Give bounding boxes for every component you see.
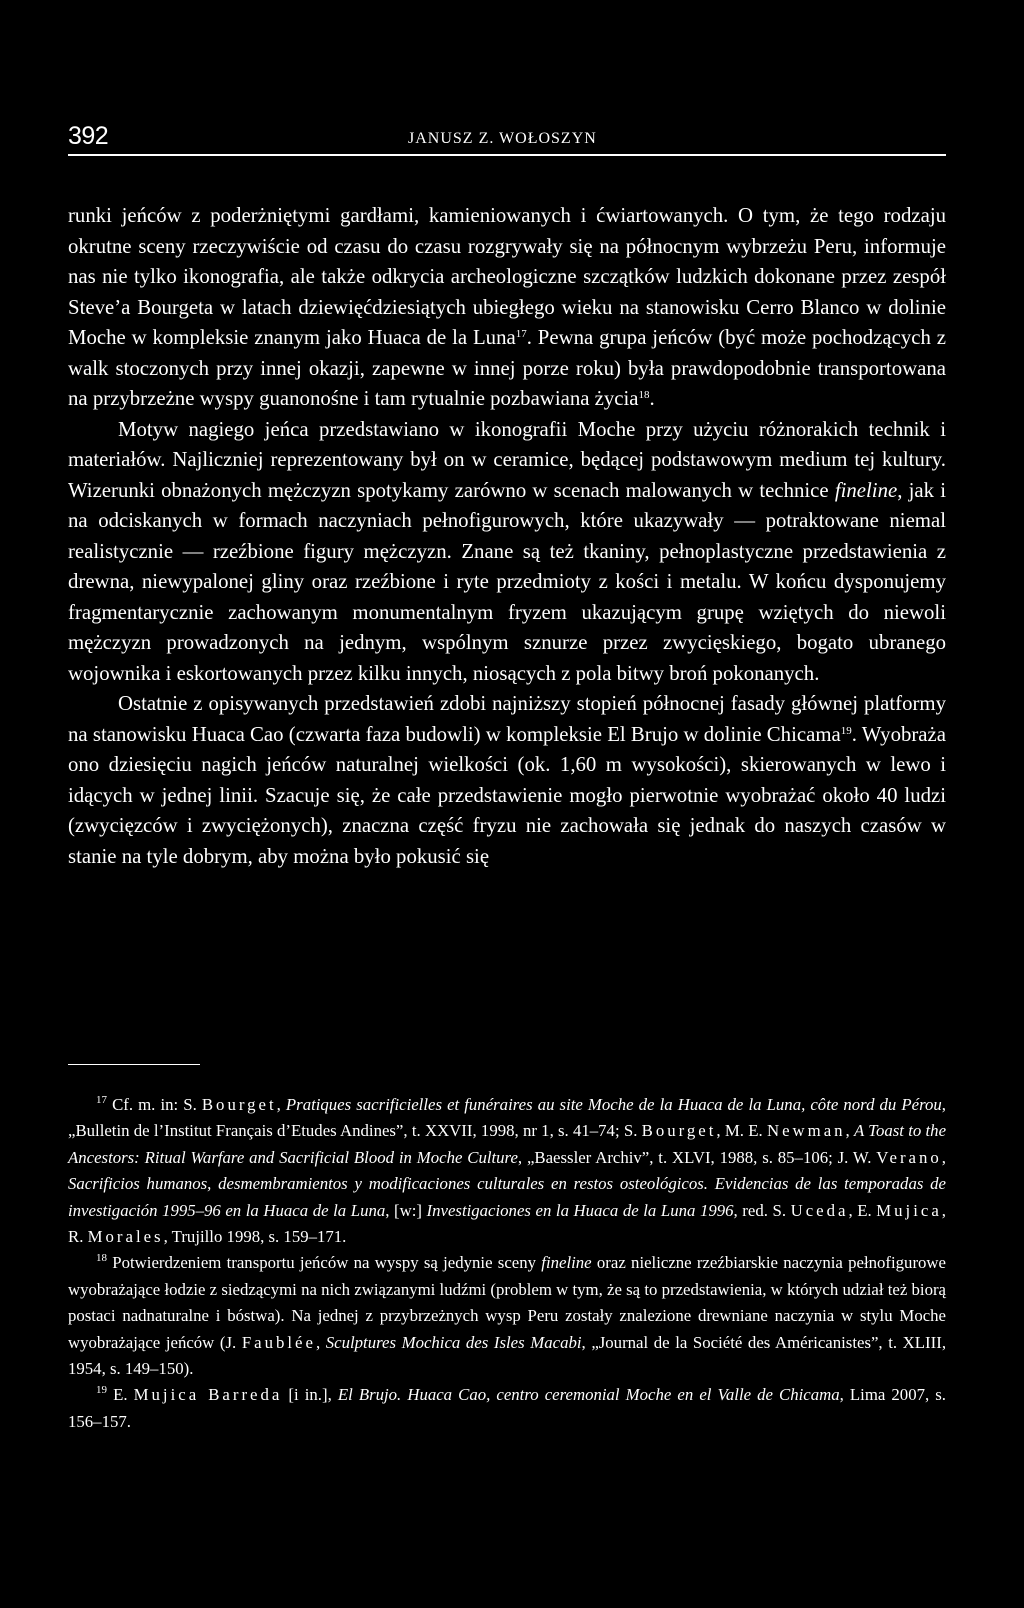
paragraph-3: Ostatnie z opisywanych przedstawień zdobi najniższy stopień północnej fasady głównej platformy na stanowisku Huaca Cao (czwarta faza budowli) w kompleksie El Brujo w dolinie Chicama$^{19}$. Wyobraża ono dziesięciu nagich jeńców naturalnej wielkości (ok. 1,60 m wysokości), skierowanych w lewo i idących w jednej linii. Szacuje się, że całe przedstawienie mogło pierwotnie wyobrażać około 40 ludzi (zwycięzców i zwyciężonych), znaczna część fryzu nie zachowała się jednak do naszych czasów w stanie na tyle dobrym, aby można było pokusić się — [68, 692, 946, 868]
paragraph-2: Motyw nagiego jeńca przedstawiano w ikonografii Moche przy użyciu różnorakich technik i materiałów. Najliczniej reprezentowany był on w ceramice, będącej podstawowym medium tej kultury. Wizerunki obnażonych mężczyzn spotykamy zarówno w scenach malowanych w technice fineline, jak i na odciskanych w formach naczyniach pełnofigurowych, które ukazywały — potraktowane niemal realistycznie — rzeźbione figury mężczyzn. Znane są też tkaniny, pełnoplastyczne przedstawienia z drewna, niewypalonej gliny oraz rzeźbione i ryte przedmioty z kości i metalu. W końcu dysponujemy fragmentarycznie zachowanym monumentalnym fryzem ukazującym grupę wziętych do niewoli mężczyzn prowadzonych na jednym, wspólnym sznurze przez zwycięskiego, bogato ubranego wojownika i eskortowanych przez kilku innych, niosących z pola bitwy broń pokonanych. — [68, 417, 946, 685]
footnote-ref-19[interactable]: 19 — [840, 724, 852, 737]
footnote-ref-18[interactable]: 18 — [638, 389, 650, 401]
footnote-19: $^{19}$ E. Mujica Barreda [i in.], El Brujo. Huaca Cao, centro ceremonial Moche en el Valle de Chicama, Lima 2007, s. 156–157. — [68, 1384, 946, 1431]
page-number: 392 — [68, 122, 109, 150]
footnote-ref-17[interactable]: 17 — [515, 328, 527, 340]
paragraph-1: runki jeńców z poderżniętymi gardłami, kamieniowanych i ćwiartowanych. O tym, że tego rodzaju okrutne sceny rzeczywiście od czasu do czasu rozgrywały się na północnym wybrzeżu Peru, informuje nas nie tylko ikonografia, ale także odkrycia archeologiczne szczątków ludzkich dokonane przez zespół Steve’a Bourgeta w latach dziewięćdziesiątych ubiegłego wieku na stanowisku Cerro Blanco w dolinie Moche w kompleksie znanym jako Huaca de la Luna$^{17}$. Pewna grupa jeńców (być może pochodzących z walk stoczonych przy innej okazji, zapewne w innej porze roku) była prawdopodobnie transportowana na przybrzeżne wyspy guanonośne i tam rytualnie pozbawiana życia$^{18}$. — [68, 204, 946, 410]
footnotes — [68, 1092, 946, 1435]
running-header — [68, 122, 946, 156]
footnote-18: $^{18}$ Potwierdzeniem transportu jeńców na wyspy są jedynie sceny fineline oraz nieliczne rzeźbiarskie naczynia pełnofigurowe wyobrażające łodzie z siedzącymi na nich związanymi ludźmi (problem w tym, że są to przedstawienia, w których udział też biorą postaci nadnaturalne i bóstwa). Na jednej z przybrzeżnych wysp Peru zostały znalezione drewniane naczynia w stylu Moche wyobrażające jeńców (J. Faublée, Sculptures Mochica des Isles Macabi, „Journal de la Société des Américanistes”, t. XLIII, 1954, s. 149–150). — [68, 1252, 947, 1379]
footnote-17: $^{17}$ Cf. m. in: S. Bourget, Pratiques sacrificielles et funéraires au site Moche de la Huaca de la Luna, côte nord du Pérou, „Bulletin de l’Institut Français d’Etudes Andines”, t. XXVII, 1998, nr 1, s. 41–74; S. Bourget, M. E. Newman, A Toast to the Ancestors: Ritual Warfare and Sacrificial Blood in Moche Culture, „Baessler Archiv”, t. XLVI, 1988, s. 85–106; J. W. Verano, Sacrificios humanos, desmembramientos y modificaciones culturales en restos osteológicos. Evidencias de las temporadas de investigación 1995–96 en la Huaca de la Luna, [w:] Investigaciones en la Huaca de la Luna 1996, red. S. Uceda, E. Mujica, R. Morales, Trujillo 1998, s. 159–171. — [68, 1094, 947, 1247]
main-text — [68, 201, 946, 872]
footnote-separator — [68, 1064, 200, 1065]
running-head-author: JANUSZ Z. WOŁOSZYN — [408, 130, 597, 147]
